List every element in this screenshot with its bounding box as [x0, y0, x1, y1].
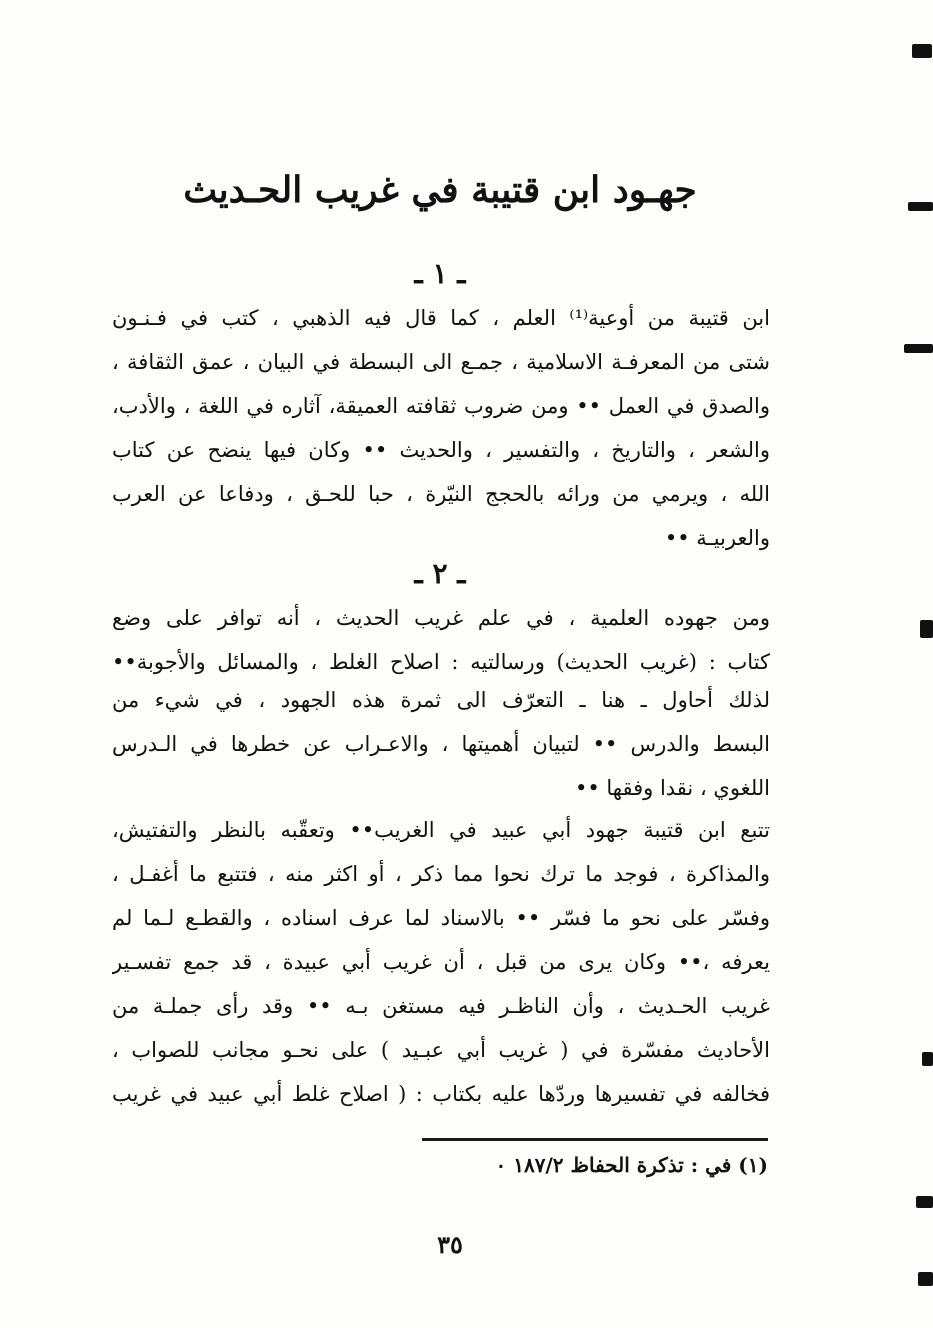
text-line: تتبع ابن قتيبة جهود أبي عبيد في الغريب•• وتعقّبه بالنظر والتفتيش،	[112, 818, 770, 842]
text-line: غريب الحـديث ، وأن الناظـر فيه مستغن بـه •• وقد رأى جملـة من	[112, 994, 770, 1018]
page-number: ٣٥	[437, 1230, 463, 1259]
text-line: وفسّر على نحو ما فسّر •• بالاسناد لما عرف اسناده ، والقطـع لـما لم	[112, 906, 770, 930]
text-line: والشعر ، والتاريخ ، والتفسير ، والحديث •• وكان فيها ينضح عن كتاب	[112, 438, 770, 462]
text-line: والمذاكرة ، فوجد ما ترك نحوا مما ذكر ، أو اكثر منه ، فتتبع ما أغفـل ،	[112, 862, 770, 886]
section-number-2: ـ ٢ ـ	[414, 557, 466, 590]
text-line: فخالفه في تفسيرها وردّها عليه بكتاب : ( اصلاح غلط أبي عبيد في غريب	[112, 1082, 770, 1106]
text-line: ومن جهوده العلمية ، في علم غريب الحديث ، أنه توافر على وضع	[112, 606, 770, 630]
text-line: والصدق في العمل •• ومن ضروب ثقافته العميقة، آثاره في اللغة ، والأدب،	[112, 394, 770, 418]
footnote: (١) في : تذكرة الحفاظ ١٨٧/٢ ٠	[495, 1153, 768, 1177]
text-line: الله ، ويرمي من ورائه بالحجج النيّرة ، حبا للحـق ، ودفاعا عن العرب	[112, 482, 770, 506]
text-line: الأحاديث مفسّرة في ( غريب أبي عبـيد ) على نحـو مجانب للصواب ،	[112, 1038, 770, 1062]
scan-edge-mark	[908, 202, 933, 211]
text-line: البسط والدرس •• لتبيان أهميتها ، والاعـراب عن خطرها في الـدرس	[112, 732, 770, 756]
text-line: ابن قتيبة من أوعية⁽¹⁾ العلم ، كما قال فيه الذهبي ، كتب في فـنـون	[112, 306, 770, 330]
paragraph-2	[112, 596, 770, 684]
text-line: لذلك أحاول ـ هنا ـ التعرّف الى ثمرة هذه الجهود ، في شيء من	[112, 688, 770, 712]
text-line: والعربيـة ••	[664, 526, 770, 550]
text-line: كتاب : (غريب الحديث) ورسالتيه : اصلاح الغلط ، والمسائل والأجوبة••	[112, 650, 770, 674]
scan-edge-mark	[920, 620, 933, 638]
paragraph-3	[112, 678, 770, 810]
paragraph-4	[112, 808, 770, 1116]
paragraph-1	[112, 296, 770, 560]
footnote-divider	[422, 1138, 768, 1141]
scan-edge-mark	[918, 1272, 933, 1286]
scan-edge-mark	[904, 344, 933, 353]
text-line: اللغوي ، نقدا وفقها ••	[574, 776, 770, 800]
scan-edge-mark	[922, 1052, 933, 1066]
text-line: شتى من المعرفـة الاسلامية ، جمـع الى البسطة في البيان ، عمق الثقافة ،	[112, 350, 770, 374]
scan-edge-mark	[916, 1196, 933, 1208]
page-title: جهـود ابن قتيبة في غريب الحـديث	[183, 169, 697, 211]
scan-edge-mark	[912, 44, 932, 58]
section-number-1: ـ ١ ـ	[414, 257, 466, 290]
text-line: يعرفه ،•• وكان يرى من قبل ، أن غريب أبي عبيدة ، قد جمع تفسـير	[112, 950, 770, 974]
